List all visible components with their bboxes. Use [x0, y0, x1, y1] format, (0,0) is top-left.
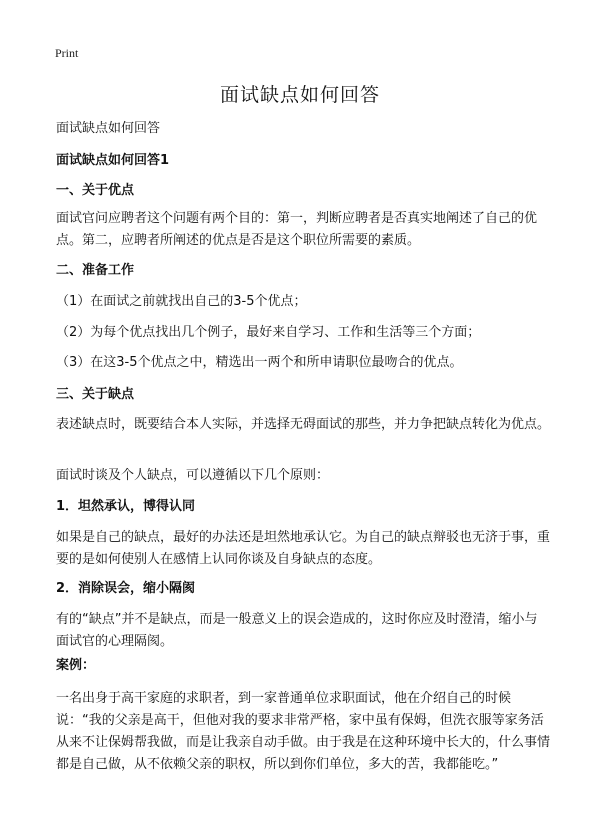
list-item: （2）为每个优点找出几个例子，最好来自学习、工作和生活等三个方面； [56, 325, 481, 340]
heading-principle-2: 2．消除误会，缩小隔阂 [56, 581, 196, 596]
heading-advantages: 一、关于优点 [56, 183, 135, 198]
paragraph-principle-2: 有的“缺点”并不是缺点，而是一般意义上的误会造成的，这时你应及时澄清，缩小与面试官的心理隔阂。 [56, 612, 538, 649]
paragraph-principles: 面试时谈及个人缺点，可以遵循以下几个原则： [56, 468, 330, 483]
print-label: Print [55, 46, 79, 60]
heading-case: 案例： [56, 658, 96, 673]
heading-weaknesses: 三、关于缺点 [56, 387, 135, 402]
paragraph-weaknesses: 表述缺点时，既要结合本人实际，并选择无碍面试的那些，并力争把缺点转化为优点。 [56, 417, 551, 432]
paragraph-advantages: 面试官问应聘者这个问题有两个目的：第一，判断应聘者是否真实地阐述了自己的优点。第二，应聘者所阐述的优点是否是这个职位所需要的素质。 [56, 211, 538, 248]
section-title: 面试缺点如何回答1 [56, 153, 170, 168]
document-title: 面试缺点如何回答 [219, 84, 380, 106]
list-item: （1）在面试之前就找出自己的3-5个优点； [56, 294, 307, 309]
document-subtitle: 面试缺点如何回答 [56, 121, 161, 136]
list-item: （3）在这3-5个优点之中，精选出一两个和所申请职位最吻合的优点。 [56, 355, 463, 370]
paragraph-case: 一名出身于高干家庭的求职者，到一家普通单位求职面试，他在介绍自己的时候说：“我的父亲是高干，但他对我的要求非常严格，家中虽有保姆，但洗衣服等家务活从来不让保姆帮我做，而是让我亲自动手做。由于我是在这种环境中长大的，什么事情都是自己做，从不依赖父亲的职权，所以到你们单位，多大的苦，我都能吃。” [56, 691, 551, 772]
heading-preparation: 二、准备工作 [56, 263, 135, 278]
heading-principle-1: 1．坦然承认，博得认同 [56, 499, 196, 514]
paragraph-principle-1: 如果是自己的缺点，最好的办法还是坦然地承认它。为自己的缺点辩驳也无济于事，重要的是如何使别人在感情上认同你谈及自身缺点的态度。 [56, 530, 551, 567]
